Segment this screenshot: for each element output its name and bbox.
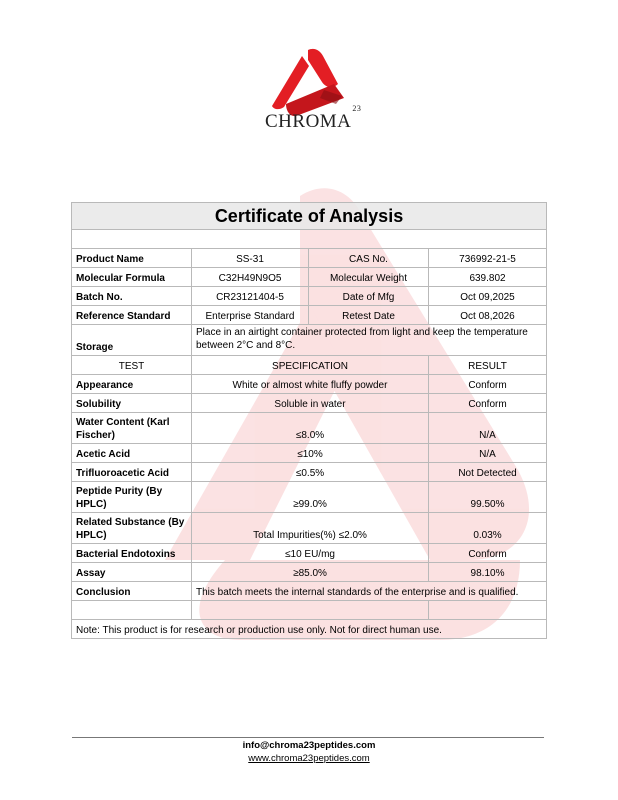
test-result: Not Detected [429, 463, 547, 482]
info-row [72, 249, 547, 268]
disclaimer-note: Note: This product is for research or production use only. Not for direct human use. [72, 620, 547, 639]
formula-value: C32H49N9O5 [192, 268, 309, 287]
test-result: 98.10% [429, 563, 547, 582]
mfg-label: Date of Mfg [309, 287, 429, 306]
certificate-title: Certificate of Analysis [72, 203, 547, 230]
footer-website-link[interactable]: www.chroma23peptides.com [248, 753, 370, 764]
test-spec: ≤10% [192, 444, 429, 463]
test-spec: ≥85.0% [192, 563, 429, 582]
info-row [72, 268, 547, 287]
weight-value: 639.802 [429, 268, 547, 287]
reference-value: Enterprise Standard [192, 306, 309, 325]
test-name: Trifluoroacetic Acid [72, 463, 192, 482]
result-header: RESULT [429, 356, 547, 375]
formula-label: Molecular Formula [72, 268, 192, 287]
cas-value: 736992-21-5 [429, 249, 547, 268]
test-result: 0.03% [429, 513, 547, 544]
test-name: Related Substance (By HPLC) [72, 513, 192, 544]
test-name: Appearance [72, 375, 192, 394]
reference-label: Reference Standard [72, 306, 192, 325]
test-spec: Soluble in water [192, 394, 429, 413]
test-row [72, 544, 547, 563]
batch-value: CR23121404-5 [192, 287, 309, 306]
certificate-table [71, 202, 547, 639]
test-row [72, 463, 547, 482]
footer-email[interactable]: info@chroma23peptides.com [242, 740, 376, 751]
blank-row [72, 601, 547, 620]
cas-label: CAS No. [309, 249, 429, 268]
test-row [72, 513, 547, 544]
storage-label: Storage [72, 325, 192, 356]
test-spec: ≤0.5% [192, 463, 429, 482]
batch-label: Batch No. [72, 287, 192, 306]
test-result: N/A [429, 413, 547, 444]
specification-header: SPECIFICATION [192, 356, 429, 375]
test-header: TEST [72, 356, 192, 375]
retest-label: Retest Date [309, 306, 429, 325]
test-name: Assay [72, 563, 192, 582]
storage-row [72, 325, 547, 356]
test-result: Conform [429, 375, 547, 394]
test-spec: ≤8.0% [192, 413, 429, 444]
note-row [72, 620, 547, 639]
test-row [72, 394, 547, 413]
mfg-value: Oct 09,2025 [429, 287, 547, 306]
info-row [72, 287, 547, 306]
test-name: Solubility [72, 394, 192, 413]
brand-name: CHROMA$^{23}$ [265, 103, 362, 132]
test-spec: ≥99.0% [192, 482, 429, 513]
test-result: 99.50% [429, 482, 547, 513]
test-name: Peptide Purity (By HPLC) [72, 482, 192, 513]
footer-divider [72, 737, 544, 738]
storage-value: Place in an airtight container protected from light and keep the temperature between 2°C and 8°C. [192, 325, 547, 356]
test-spec: Total Impurities(%) ≤2.0% [192, 513, 429, 544]
test-result: N/A [429, 444, 547, 463]
test-row [72, 413, 547, 444]
test-name: Acetic Acid [72, 444, 192, 463]
test-spec: ≤10 EU/mg [192, 544, 429, 563]
weight-label: Molecular Weight [309, 268, 429, 287]
test-row [72, 444, 547, 463]
product-name-value: SS-31 [192, 249, 309, 268]
test-row [72, 482, 547, 513]
info-row [72, 306, 547, 325]
test-row [72, 563, 547, 582]
conclusion-row [72, 582, 547, 601]
test-name: Water Content (Karl Fischer) [72, 413, 192, 444]
test-spec: White or almost white fluffy powder [192, 375, 429, 394]
product-name-label: Product Name [72, 249, 192, 268]
test-result: Conform [429, 544, 547, 563]
test-header-row [72, 356, 547, 375]
blank-row [72, 230, 547, 249]
conclusion-label: Conclusion [72, 582, 192, 601]
test-row [72, 375, 547, 394]
retest-value: Oct 08,2026 [429, 306, 547, 325]
test-result: Conform [429, 394, 547, 413]
test-name: Bacterial Endotoxins [72, 544, 192, 563]
conclusion-text: This batch meets the internal standards of the enterprise and is qualified. [192, 582, 547, 601]
